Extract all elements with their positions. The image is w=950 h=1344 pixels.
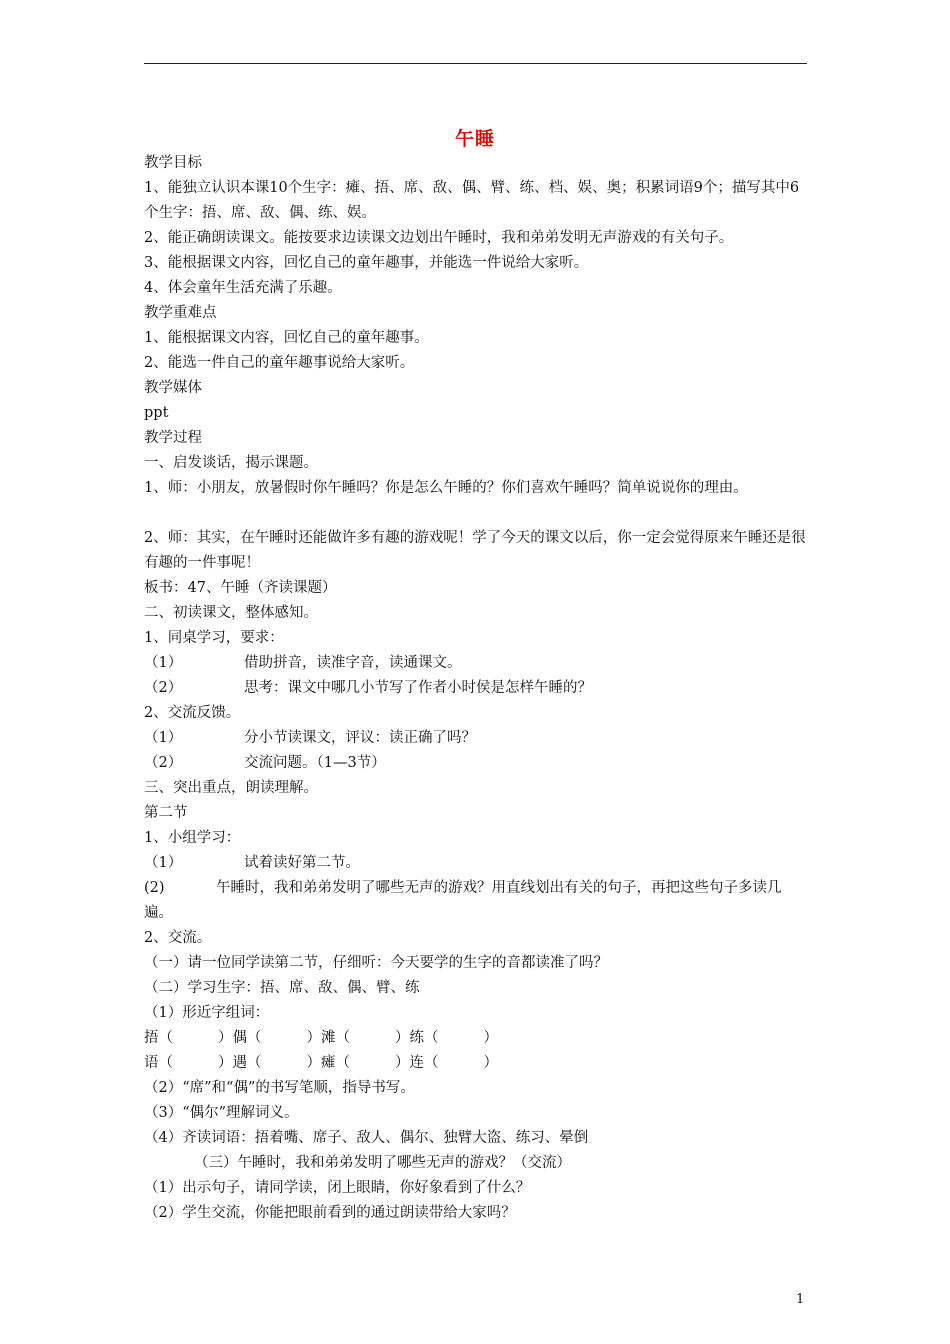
sub-text: 试着读好第二节。 bbox=[244, 855, 360, 871]
sub-label: （2） bbox=[144, 680, 183, 696]
word-group-row-2 bbox=[144, 1051, 824, 1076]
word-group-heading: （1）形近字组词： bbox=[144, 1005, 270, 1021]
objective-3: 3、能根据课文内容，回忆自己的童年趣事，并能选一件说给大家听。 bbox=[144, 255, 589, 271]
sub-text: 交流问题。（1—3节） bbox=[244, 755, 386, 771]
sub-text: 分小节读课文，评议：读正确了吗？ bbox=[244, 730, 476, 746]
word-cell: ）遇（ bbox=[218, 1055, 262, 1071]
step-2-sub-1 bbox=[144, 651, 824, 676]
heading-media: 教学媒体 bbox=[144, 380, 202, 396]
blank-line bbox=[144, 501, 824, 526]
blackboard-note: 板书：47、午睡（齐读课题） bbox=[144, 580, 337, 596]
step-3-item-1: 1、小组学习： bbox=[144, 830, 241, 846]
discussion-3-sub-2: （2）学生交流，你能把眼前看到的通过朗读带给大家吗？ bbox=[144, 1205, 516, 1221]
step-2-sub-2 bbox=[144, 676, 824, 701]
step-2-sub-3 bbox=[144, 726, 824, 751]
word-group-row-1 bbox=[144, 1026, 824, 1051]
step-3-sub-1 bbox=[144, 851, 824, 876]
writing-guide: （2）“席”和“偶”的书写笔顺，指导书写。 bbox=[144, 1080, 415, 1096]
word-meaning: （3）“偶尔”理解词义。 bbox=[144, 1105, 299, 1121]
sub-label: （2） bbox=[144, 755, 183, 771]
sub-label: （1） bbox=[144, 655, 183, 671]
step-1-item-1: 1、师：小朋友，放暑假时你午睡吗？你是怎么午睡的？你们喜欢午睡吗？简单说说你的理由。 bbox=[144, 480, 748, 496]
step-2-heading: 二、初读课文，整体感知。 bbox=[144, 605, 318, 621]
word-cell: 捂（ bbox=[144, 1030, 173, 1046]
word-cell: ）偶（ bbox=[218, 1030, 262, 1046]
word-cell: ）练（ bbox=[395, 1030, 439, 1046]
page-title: 午睡 bbox=[454, 128, 495, 150]
sub-text: 思考：课文中哪几小节写了作者小时侯是怎样午睡的？ bbox=[244, 680, 592, 696]
discussion-2: （二）学习生字：捂、席、敌、偶、臂、练 bbox=[144, 980, 420, 996]
step-3-heading: 三、突出重点，朗读理解。 bbox=[144, 780, 318, 796]
sub-label: (2) bbox=[144, 880, 165, 896]
sub-text: 午睡时，我和弟弟发明了哪些无声的游戏？用直线划出有关的句子，再把这些句子多读几遍。 bbox=[144, 880, 782, 921]
discussion-1: （一）请一位同学读第二节，仔细听：今天要学的生字的音都读准了吗？ bbox=[144, 955, 608, 971]
word-cell: ）瘫（ bbox=[306, 1055, 350, 1071]
word-cell: ） bbox=[483, 1030, 498, 1046]
step-2-sub-4 bbox=[144, 751, 824, 776]
word-cell: ）连（ bbox=[395, 1055, 439, 1071]
key-point-2: 2、能选一件自己的童年趣事说给大家听。 bbox=[144, 355, 415, 371]
objective-4: 4、体会童年生活充满了乐趣。 bbox=[144, 280, 342, 296]
word-cell: 语（ bbox=[144, 1055, 173, 1071]
step-1-item-2: 2、师：其实，在午睡时还能做许多有趣的游戏呢！学了今天的课文以后，你一定会觉得原来午睡还是很有趣的一件事呢！ bbox=[144, 530, 806, 571]
step-2-item-1: 1、同桌学习，要求： bbox=[144, 630, 284, 646]
document-body bbox=[144, 151, 824, 1226]
step-1-heading: 一、启发谈话，揭示课题。 bbox=[144, 455, 318, 471]
discussion-3-sub-1: （1）出示句子，请同学读，闭上眼睛，你好象看到了什么？ bbox=[144, 1180, 531, 1196]
objective-2: 2、能正确朗读课文。能按要求边读课文边划出午睡时，我和弟弟发明无声游戏的有关句子。 bbox=[144, 230, 734, 246]
sub-label: （1） bbox=[144, 730, 183, 746]
sub-label: （1） bbox=[144, 855, 183, 871]
step-2-item-2: 2、交流反馈。 bbox=[144, 705, 241, 721]
key-point-1: 1、能根据课文内容，回忆自己的童年趣事。 bbox=[144, 330, 429, 346]
discussion-3: （三）午睡时，我和弟弟发明了哪些无声的游戏？（交流） bbox=[194, 1155, 571, 1171]
step-3-item-2: 2、交流。 bbox=[144, 930, 212, 946]
page-number: 1 bbox=[796, 1292, 805, 1307]
heading-process: 教学过程 bbox=[144, 430, 202, 446]
heading-key-points: 教学重难点 bbox=[144, 305, 217, 321]
sub-text: 借助拼音，读准字音，读通课文。 bbox=[244, 655, 462, 671]
heading-objectives: 教学目标 bbox=[144, 155, 202, 171]
word-cell: ） bbox=[483, 1055, 498, 1071]
header-rule bbox=[144, 63, 807, 64]
media-value: ppt bbox=[144, 405, 169, 421]
word-cell: ）滩（ bbox=[306, 1030, 350, 1046]
section-2-heading: 第二节 bbox=[144, 805, 188, 821]
objective-1: 1、能独立认识本课10个生字：瘫、捂、席、敌、偶、臂、练、档、娱、奥；积累词语9个；描写其中6个生字：捂、席、敌、偶、练、娱。 bbox=[144, 180, 800, 221]
read-words: （4）齐读词语：捂着嘴、席子、敌人、偶尔、独臂大盗、练习、晕倒 bbox=[144, 1130, 589, 1146]
step-3-sub-2 bbox=[144, 876, 810, 926]
